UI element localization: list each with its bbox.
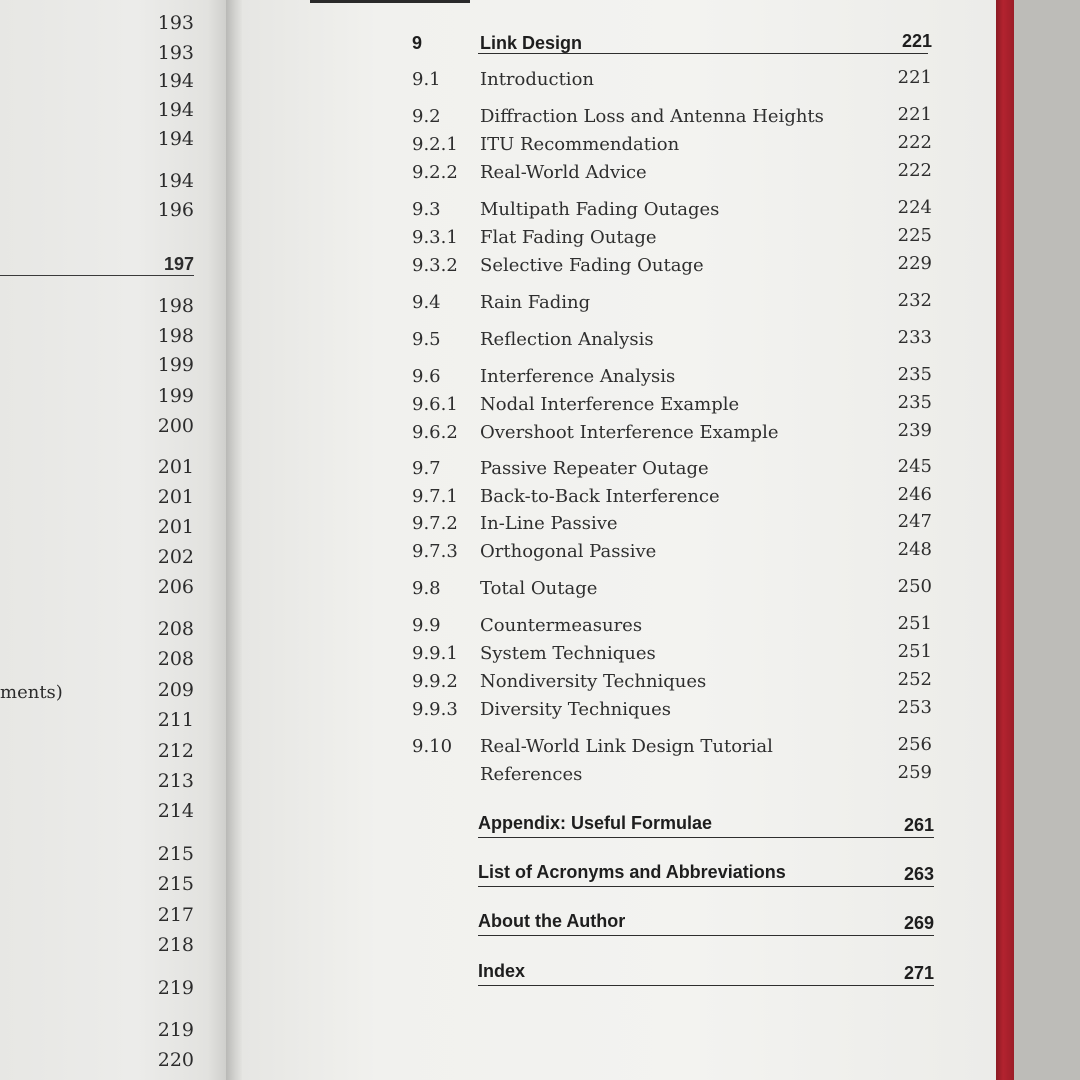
- left-page-number: 215: [157, 873, 194, 895]
- toc-entry-page: 248: [897, 539, 932, 560]
- left-page-number: 199: [157, 354, 194, 376]
- toc-entry-number: 9.9.3: [412, 699, 458, 720]
- left-page-number: 202: [157, 546, 194, 568]
- left-page-number: 218: [157, 934, 194, 956]
- left-page-number: 201: [157, 486, 194, 508]
- toc-entry-number: 9.5: [412, 329, 441, 350]
- left-page-number: 200: [157, 415, 194, 437]
- toc-entry-page: 256: [897, 734, 932, 755]
- toc-entry-number: 9.3: [412, 199, 441, 220]
- left-page-number: 194: [157, 99, 194, 121]
- toc-entry-page: 253: [897, 697, 932, 718]
- left-page-number: 215: [157, 843, 194, 865]
- toc-entry-title: Countermeasures: [480, 615, 643, 636]
- toc-entry-title: Real-World Advice: [480, 162, 647, 183]
- toc-entry-number: 9.10: [412, 736, 453, 757]
- toc-entry-page: 251: [897, 641, 932, 662]
- left-page-number: 209: [157, 679, 194, 701]
- toc-entry-title: Passive Repeater Outage: [480, 458, 709, 479]
- toc-entry-number: 9.7: [412, 458, 441, 479]
- toc-entry-title: Diffraction Loss and Antenna Heights: [480, 106, 824, 127]
- back-matter-rule: [478, 935, 934, 936]
- toc-entry-page: 225: [897, 225, 932, 246]
- toc-entry-title: Real-World Link Design Tutorial: [480, 736, 773, 757]
- toc-entry-title: ITU Recommendation: [480, 134, 680, 155]
- right-page: [242, 0, 996, 1080]
- left-page-number: 193: [157, 42, 194, 64]
- toc-entry-number: 9.1: [412, 69, 441, 90]
- back-matter-title: Appendix: Useful Formulae: [478, 813, 713, 833]
- back-matter-page: 271: [903, 963, 934, 983]
- toc-entry-title: Back-to-Back Interference: [480, 486, 720, 507]
- toc-entry-page: 222: [897, 132, 932, 153]
- left-page-chapter-rule: [0, 275, 194, 276]
- back-matter-page: 263: [903, 864, 934, 884]
- toc-entry-title: Interference Analysis: [480, 366, 676, 387]
- toc-entry-number: 9.8: [412, 578, 441, 599]
- toc-entry-title: Diversity Techniques: [480, 699, 672, 720]
- left-page-text-fragment: ments): [0, 682, 63, 703]
- left-page-number: 211: [157, 709, 194, 731]
- toc-entry-page: 233: [897, 327, 932, 348]
- toc-entry-number: 9.7.2: [412, 513, 458, 534]
- toc-entry-number: 9.6.2: [412, 422, 458, 443]
- left-page-number: 196: [157, 199, 194, 221]
- left-page-number: 194: [157, 128, 194, 150]
- left-page-number: 194: [157, 70, 194, 92]
- toc-entry-title: Total Outage: [480, 578, 598, 599]
- left-page-number: 201: [157, 516, 194, 538]
- toc-entry-page: 247: [897, 511, 932, 532]
- left-page-number: 220: [157, 1049, 194, 1071]
- back-matter-title: Index: [478, 961, 526, 981]
- toc-entry-title: Reflection Analysis: [480, 329, 654, 350]
- left-page-number: 198: [157, 325, 194, 347]
- toc-entry-number: 9.9.1: [412, 643, 458, 664]
- book-gutter: [226, 0, 242, 1080]
- toc-entry-number: 9.6.1: [412, 394, 458, 415]
- chapter-page: 221: [901, 31, 932, 51]
- toc-entry-title: References: [480, 764, 583, 785]
- left-page-number: 199: [157, 385, 194, 407]
- toc-entry-title: Orthogonal Passive: [480, 541, 657, 562]
- left-page-number: 193: [157, 12, 194, 34]
- toc-entry-number: 9.7.1: [412, 486, 458, 507]
- toc-entry-number: 9.2: [412, 106, 441, 127]
- toc-entry-number: 9.2.2: [412, 162, 458, 183]
- chapter-title: Link Design: [480, 33, 583, 53]
- toc-entry-title: Overshoot Interference Example: [480, 422, 779, 443]
- left-page-number: 219: [157, 1019, 194, 1041]
- toc-entry-number: 9.6: [412, 366, 441, 387]
- back-matter-rule: [478, 837, 934, 838]
- left-page-number: 212: [157, 740, 194, 762]
- toc-entry-page: 259: [897, 762, 932, 783]
- back-matter-title: List of Acronyms and Abbreviations: [478, 862, 786, 882]
- left-page-number: 197: [163, 254, 194, 274]
- toc-entry-title: Rain Fading: [480, 292, 591, 313]
- red-cover-edge: [996, 0, 1014, 1080]
- left-page-number: 201: [157, 456, 194, 478]
- back-matter-page: 261: [903, 815, 934, 835]
- left-page-number: 213: [157, 770, 194, 792]
- left-page: [0, 0, 226, 1080]
- toc-entry-number: 9.9: [412, 615, 441, 636]
- left-page-number: 206: [157, 576, 194, 598]
- back-matter-rule: [478, 886, 934, 887]
- back-matter-rule: [478, 985, 934, 986]
- chapter-rule: [478, 53, 928, 54]
- toc-entry-number: 9.3.2: [412, 255, 458, 276]
- toc-entry-title: In-Line Passive: [480, 513, 618, 534]
- toc-entry-title: Nondiversity Techniques: [480, 671, 707, 692]
- toc-entry-page: 221: [897, 67, 932, 88]
- toc-entry-page: 232: [897, 290, 932, 311]
- top-rule: [310, 0, 470, 3]
- toc-entry-page: 251: [897, 613, 932, 634]
- left-page-number: 214: [157, 800, 194, 822]
- back-matter-page: 269: [903, 913, 934, 933]
- toc-entry-number: 9.9.2: [412, 671, 458, 692]
- left-page-number: 217: [157, 904, 194, 926]
- background-beyond-book: [1014, 0, 1080, 1080]
- toc-entry-number: 9.2.1: [412, 134, 458, 155]
- toc-entry-number: 9.4: [412, 292, 441, 313]
- toc-entry-page: 246: [897, 484, 932, 505]
- chapter-number: 9: [412, 33, 423, 53]
- toc-entry-page: 245: [897, 456, 932, 477]
- toc-entry-number: 9.3.1: [412, 227, 458, 248]
- back-matter-title: About the Author: [478, 911, 626, 931]
- toc-entry-page: 239: [897, 420, 932, 441]
- left-page-number: 194: [157, 170, 194, 192]
- toc-entry-page: 224: [897, 197, 932, 218]
- toc-entry-number: 9.7.3: [412, 541, 458, 562]
- toc-entry-page: 252: [897, 669, 932, 690]
- toc-entry-title: Selective Fading Outage: [480, 255, 704, 276]
- toc-entry-title: Flat Fading Outage: [480, 227, 657, 248]
- toc-entry-page: 235: [897, 392, 932, 413]
- toc-entry-title: Introduction: [480, 69, 594, 90]
- toc-entry-page: 229: [897, 253, 932, 274]
- left-page-number: 208: [157, 618, 194, 640]
- left-page-number: 198: [157, 295, 194, 317]
- toc-entry-page: 222: [897, 160, 932, 181]
- left-page-number: 219: [157, 977, 194, 999]
- toc-entry-title: System Techniques: [480, 643, 656, 664]
- toc-entry-title: Multipath Fading Outages: [480, 199, 720, 220]
- toc-entry-page: 235: [897, 364, 932, 385]
- toc-entry-page: 250: [897, 576, 932, 597]
- toc-entry-title: Nodal Interference Example: [480, 394, 740, 415]
- left-page-number: 208: [157, 648, 194, 670]
- toc-entry-page: 221: [897, 104, 932, 125]
